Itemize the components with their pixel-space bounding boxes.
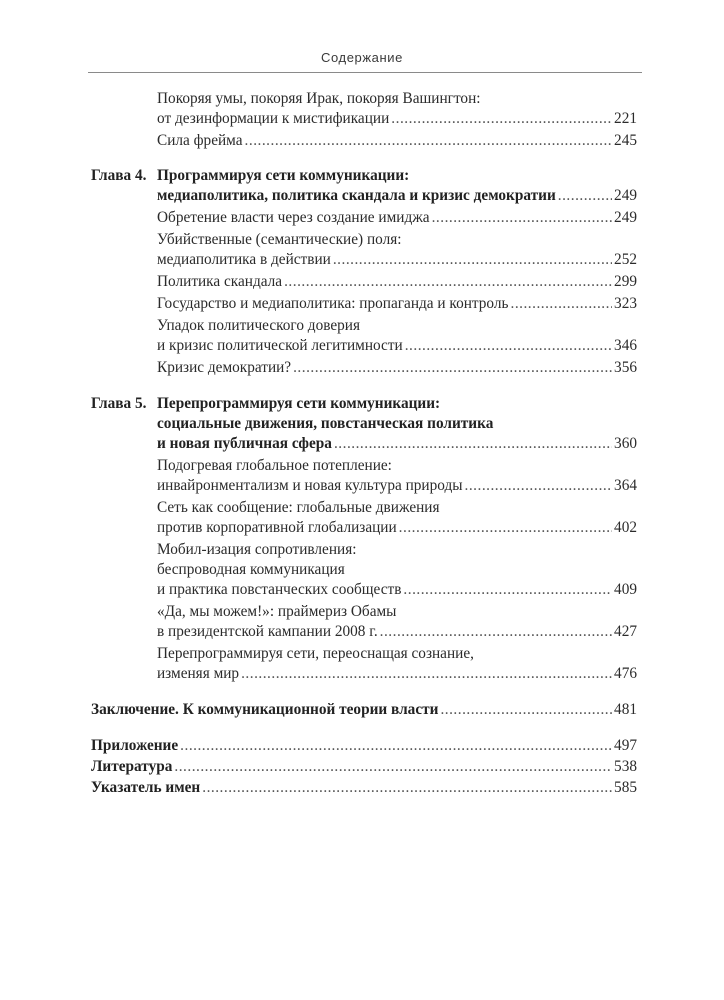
toc-entry-title: Кризис демократии? — [157, 359, 292, 376]
leader-dots — [202, 778, 612, 798]
toc-entry-title: и практика повстанческих сообществ — [157, 581, 402, 598]
leader-dots — [403, 580, 612, 600]
toc-entry-title: против корпоративной глобализации — [157, 519, 397, 536]
toc-page-number: 249 — [614, 209, 637, 226]
chapter-title-line: социальные движения, повстанческая политика — [157, 415, 494, 432]
toc-entry-line: Покоряя умы, покоряя Ирак, покоряя Вашингтон: — [157, 90, 481, 107]
leader-dots — [380, 622, 612, 642]
toc-entry[interactable] — [157, 580, 637, 600]
toc-entry[interactable] — [157, 250, 637, 270]
toc-entry-line: «Да, мы можем!»: праймериз Обамы — [157, 603, 397, 620]
toc-entry-line: Убийственные (семантические) поля: — [157, 231, 402, 248]
leader-dots — [432, 208, 612, 228]
toc-page-number: 249 — [614, 187, 637, 204]
leader-dots — [245, 131, 613, 151]
leader-dots — [333, 250, 612, 270]
toc-entry[interactable] — [157, 664, 637, 684]
leader-dots — [293, 358, 612, 378]
leader-dots — [558, 186, 612, 206]
leader-dots — [465, 476, 613, 496]
toc-page-number: 360 — [614, 435, 637, 452]
backmatter-entry[interactable] — [91, 778, 637, 798]
backmatter-title: Литература — [91, 758, 173, 775]
toc-page-number: 538 — [614, 758, 637, 775]
toc-entry-title: изменяя мир — [157, 665, 240, 682]
toc-page-number: 481 — [614, 701, 637, 718]
toc-entry-line: Сеть как сообщение: глобальные движения — [157, 499, 440, 516]
chapter-entry[interactable] — [157, 186, 637, 206]
chapter-title: медиаполитика, политика скандала и кризис демократии — [157, 187, 556, 204]
toc-entry[interactable] — [157, 622, 637, 642]
backmatter-entry[interactable] — [91, 757, 637, 777]
leader-dots — [405, 336, 612, 356]
toc-entry-title: от дезинформации к мистификации — [157, 110, 390, 127]
toc-entry[interactable] — [157, 109, 637, 129]
toc-page-number: 221 — [614, 110, 637, 127]
toc-page-number: 356 — [614, 359, 637, 376]
leader-dots — [334, 434, 612, 454]
toc-entry-title: Обретение власти через создание имиджа — [157, 209, 430, 226]
leader-dots — [241, 664, 612, 684]
toc-entry[interactable] — [157, 476, 637, 496]
backmatter-entry[interactable] — [91, 736, 637, 756]
leader-dots — [180, 736, 612, 756]
leader-dots — [440, 700, 612, 720]
backmatter-entry[interactable] — [91, 700, 637, 720]
toc-entry[interactable] — [157, 294, 637, 314]
leader-dots — [511, 294, 613, 314]
running-head-title: Содержание — [321, 50, 403, 65]
toc-entry-title: инвайронментализм и новая культура природы — [157, 477, 463, 494]
toc-entry-title: Политика скандала — [157, 273, 283, 290]
backmatter-title: Заключение. К коммуникационной теории власти — [91, 701, 439, 718]
toc-page-number: 476 — [614, 665, 637, 682]
toc-page-number: 364 — [614, 477, 637, 494]
toc-entry-line: Подогревая глобальное потепление: — [157, 457, 392, 474]
toc-entry-title: Государство и медиаполитика: пропаганда и контроль — [157, 295, 509, 312]
toc-entry-line: беспроводная коммуникация — [157, 561, 345, 578]
toc-page-number: 427 — [614, 623, 637, 640]
toc-entry-title: в президентской кампании 2008 г. — [157, 623, 378, 640]
toc-entry-title: Сила фрейма — [157, 132, 243, 149]
toc-page-number: 323 — [614, 295, 637, 312]
chapter-title-line: Перепрограммируя сети коммуникации: — [157, 395, 441, 412]
toc-entry-title: и кризис политической легитимности — [157, 337, 403, 354]
toc-page-number: 245 — [614, 132, 637, 149]
toc-entry-line: Мобил-изация сопротивления: — [157, 541, 357, 558]
chapter-title: и новая публичная сфера — [157, 435, 332, 452]
toc-page-number: 409 — [614, 581, 637, 598]
toc-page-number: 585 — [614, 779, 637, 796]
toc-page-number: 252 — [614, 251, 637, 268]
toc-entry[interactable] — [157, 336, 637, 356]
header-rule — [88, 72, 642, 73]
toc-entry-title: медиаполитика в действии — [157, 251, 331, 268]
leader-dots — [391, 109, 612, 129]
chapter-label: Глава 5. — [91, 395, 147, 412]
backmatter-title: Приложение — [91, 737, 179, 754]
leader-dots — [399, 518, 612, 538]
toc-entry-line: Перепрограммируя сети, переоснащая сознание, — [157, 645, 474, 662]
toc-entry[interactable] — [157, 208, 637, 228]
chapter-entry[interactable] — [157, 434, 637, 454]
leader-dots — [174, 757, 612, 777]
toc-page-number: 346 — [614, 337, 637, 354]
toc-entry[interactable] — [157, 358, 637, 378]
toc-page-number: 402 — [614, 519, 637, 536]
toc-entry-line: Упадок политического доверия — [157, 317, 361, 334]
toc-page-number: 299 — [614, 273, 637, 290]
toc-entry[interactable] — [157, 518, 637, 538]
chapter-title-line: Программируя сети коммуникации: — [157, 167, 410, 184]
toc-entry[interactable] — [157, 272, 637, 292]
leader-dots — [284, 272, 612, 292]
chapter-label: Глава 4. — [91, 167, 147, 184]
toc-page-number: 497 — [614, 737, 637, 754]
backmatter-title: Указатель имен — [91, 779, 201, 796]
toc-entry[interactable] — [157, 131, 637, 151]
